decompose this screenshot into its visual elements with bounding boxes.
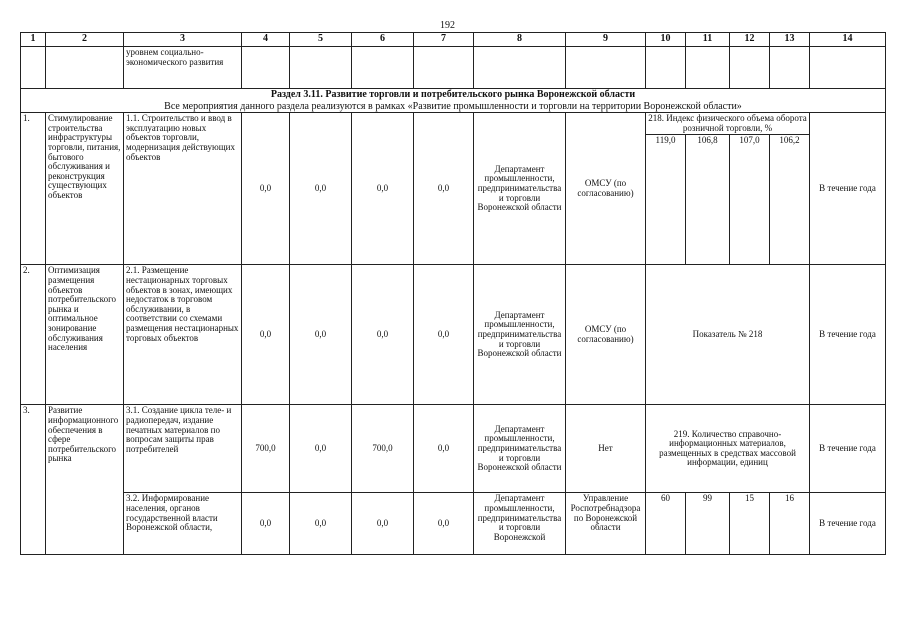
term-cell: В течение года: [810, 493, 886, 555]
executor-cell: Департамент промышленности, предпринимательства и торговли Воронежской: [474, 493, 566, 555]
column-numbers-row: [21, 33, 886, 47]
coexecutor-cell: Нет: [566, 405, 646, 493]
value-cell: 0,0: [414, 493, 474, 555]
indicator-label: 219. Количество справочно-информационных материалов, размещенных в средствах массовой информации, единиц: [646, 405, 810, 493]
page-number: 192: [440, 20, 455, 31]
value-cell: 0,0: [414, 113, 474, 265]
executor-cell: Департамент промышленности, предпринимательства и торговли Воронежской области: [474, 113, 566, 265]
col-number: 6: [352, 33, 414, 47]
section-title: Раздел 3.11. Развитие торговли и потребительского рынка Воронежской области: [21, 89, 886, 101]
value-cell: 700,0: [352, 405, 414, 493]
col-number: 1: [21, 33, 46, 47]
value-cell: 0,0: [290, 265, 352, 405]
row-number: 3.: [21, 405, 46, 555]
value-cell: 0,0: [242, 265, 290, 405]
measure-cell: 3.2. Информирование населения, органов государственной власти Воронежской области,: [124, 493, 242, 555]
col-number: 13: [770, 33, 810, 47]
col-number: 8: [474, 33, 566, 47]
term-cell: В течение года: [810, 405, 886, 493]
carry-over-row: [21, 47, 886, 89]
indicator-value: 60: [646, 493, 686, 555]
section-title-row: [21, 89, 886, 101]
carry-over-text: уровнем социально-экономического развития: [124, 47, 242, 89]
table-row: [21, 493, 886, 555]
value-cell: 0,0: [290, 493, 352, 555]
col-number: 14: [810, 33, 886, 47]
value-cell: 0,0: [414, 265, 474, 405]
col-number: 7: [414, 33, 474, 47]
value-cell: 0,0: [290, 405, 352, 493]
indicator-value: 99: [686, 493, 730, 555]
term-cell: В течение года: [810, 113, 886, 265]
indicator-label: 218. Индекс физического объема оборота розничной торговли, %: [646, 113, 810, 135]
col-number: 12: [730, 33, 770, 47]
measures-table: [20, 32, 886, 555]
value-cell: 0,0: [290, 113, 352, 265]
coexecutor-cell: ОМСУ (по согласованию): [566, 265, 646, 405]
col-number: 10: [646, 33, 686, 47]
section-subtitle: Все мероприятия данного раздела реализуются в рамках «Развитие промышленности и торговли на территории Воронежской области»: [21, 101, 886, 113]
table-row: [21, 113, 886, 135]
coexecutor-cell: Управление Роспотребнадзора по Воронежской области: [566, 493, 646, 555]
col-number: 2: [46, 33, 124, 47]
value-cell: 700,0: [242, 405, 290, 493]
measure-cell: 3.1. Создание цикла теле- и радиопередач, издание печатных материалов по вопросам защиты прав потребителей: [124, 405, 242, 493]
indicator-value: 119,0: [646, 135, 686, 265]
table-row: [21, 265, 886, 405]
col-number: 3: [124, 33, 242, 47]
executor-cell: Департамент промышленности, предпринимательства и торговли Воронежской области: [474, 405, 566, 493]
measure-cell: 2.1. Размещение нестационарных торговых объектов в зонах, имеющих недостаток в торговом обслуживании, в соответствии со схемами размещения нестационарных торговых объектов: [124, 265, 242, 405]
indicator-value: 106,8: [686, 135, 730, 265]
task-cell: Стимулирование строительства инфраструктуры торговли, питания, бытового обслуживания и реконструкция существующих объектов: [46, 113, 124, 265]
measure-cell: 1.1. Строительство и ввод в эксплуатацию новых объектов торговли, модернизация действующих объектов: [124, 113, 242, 265]
indicator-reference: Показатель № 218: [646, 265, 810, 405]
row-number: 1.: [21, 113, 46, 265]
col-number: 11: [686, 33, 730, 47]
task-cell: Развитие информационного обеспечения в сфере потребительского рынка: [46, 405, 124, 555]
indicator-value: 107,0: [730, 135, 770, 265]
section-subtitle-row: [21, 101, 886, 113]
row-number: 2.: [21, 265, 46, 405]
term-cell: В течение года: [810, 265, 886, 405]
table-row: [21, 405, 886, 493]
task-cell: Оптимизация размещения объектов потребительского рынка и оптимальное зонирование обслуживания населения: [46, 265, 124, 405]
value-cell: 0,0: [414, 405, 474, 493]
value-cell: 0,0: [352, 265, 414, 405]
indicator-value: 16: [770, 493, 810, 555]
coexecutor-cell: ОМСУ (по согласованию): [566, 113, 646, 265]
executor-cell: Департамент промышленности, предпринимательства и торговли Воронежской области: [474, 265, 566, 405]
value-cell: 0,0: [242, 493, 290, 555]
indicator-value: 106,2: [770, 135, 810, 265]
col-number: 5: [290, 33, 352, 47]
col-number: 4: [242, 33, 290, 47]
value-cell: 0,0: [352, 113, 414, 265]
indicator-value: 15: [730, 493, 770, 555]
col-number: 9: [566, 33, 646, 47]
value-cell: 0,0: [242, 113, 290, 265]
value-cell: 0,0: [352, 493, 414, 555]
